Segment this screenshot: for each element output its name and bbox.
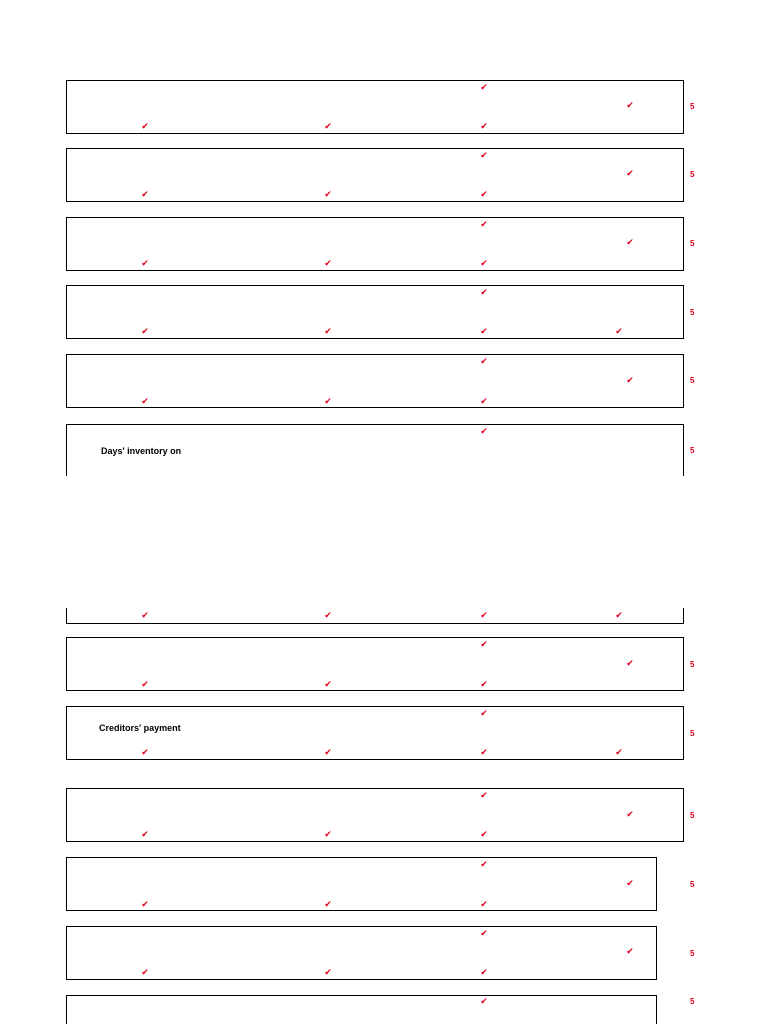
- tick-mark: ✔: [480, 326, 488, 336]
- tick-mark: ✔: [141, 967, 149, 977]
- tick-mark: ✔: [480, 996, 488, 1006]
- tick-mark: ✔: [480, 219, 488, 229]
- tick-mark: ✔: [480, 708, 488, 718]
- tick-mark: ✔: [324, 326, 332, 336]
- tick-mark: ✔: [480, 610, 488, 620]
- tick-mark: ✔: [615, 747, 623, 757]
- answer-box-5: [66, 354, 684, 408]
- tick-mark: ✔: [626, 946, 634, 956]
- tick-mark: ✔: [141, 258, 149, 268]
- answer-box-10: [66, 788, 684, 842]
- score-mark: 5: [690, 949, 695, 958]
- answer-box-4: [66, 285, 684, 339]
- answer-box-12: [66, 926, 657, 980]
- tick-mark: ✔: [324, 829, 332, 839]
- tick-mark: ✔: [324, 610, 332, 620]
- tick-mark: ✔: [615, 610, 623, 620]
- score-mark: 5: [690, 997, 695, 1006]
- answer-box-1: [66, 80, 684, 134]
- score-mark: 5: [690, 239, 695, 248]
- answer-box-8: [66, 637, 684, 691]
- tick-mark: ✔: [324, 747, 332, 757]
- tick-mark: ✔: [626, 878, 634, 888]
- tick-mark: ✔: [480, 121, 488, 131]
- score-mark: 5: [690, 102, 695, 111]
- tick-mark: ✔: [480, 426, 488, 436]
- tick-mark: ✔: [480, 829, 488, 839]
- tick-mark: ✔: [626, 658, 634, 668]
- answer-box-9: [66, 706, 684, 760]
- tick-mark: ✔: [324, 396, 332, 406]
- tick-mark: ✔: [626, 100, 634, 110]
- row-label: Creditors' payment: [99, 723, 181, 733]
- tick-mark: ✔: [480, 899, 488, 909]
- tick-mark: ✔: [480, 639, 488, 649]
- score-mark: 5: [690, 170, 695, 179]
- row-label: Days' inventory on: [101, 446, 182, 456]
- tick-mark: ✔: [324, 967, 332, 977]
- tick-mark: ✔: [480, 258, 488, 268]
- tick-mark: ✔: [324, 679, 332, 689]
- tick-mark: ✔: [480, 396, 488, 406]
- tick-mark: ✔: [141, 121, 149, 131]
- score-mark: 5: [690, 811, 695, 820]
- tick-mark: ✔: [480, 679, 488, 689]
- tick-mark: ✔: [480, 928, 488, 938]
- tick-mark: ✔: [480, 189, 488, 199]
- tick-mark: ✔: [480, 859, 488, 869]
- tick-mark: ✔: [626, 375, 634, 385]
- tick-mark: ✔: [480, 150, 488, 160]
- tick-mark: ✔: [141, 610, 149, 620]
- answer-box-11: [66, 857, 657, 911]
- answer-box-2: [66, 148, 684, 202]
- tick-mark: ✔: [324, 121, 332, 131]
- tick-mark: ✔: [480, 82, 488, 92]
- tick-mark: ✔: [141, 679, 149, 689]
- score-mark: 5: [690, 660, 695, 669]
- tick-mark: ✔: [141, 747, 149, 757]
- answer-box-13: [66, 995, 657, 1024]
- tick-mark: ✔: [480, 967, 488, 977]
- tick-mark: ✔: [141, 899, 149, 909]
- answer-box-7: [66, 608, 684, 624]
- tick-mark: ✔: [141, 396, 149, 406]
- score-mark: 5: [690, 880, 695, 889]
- tick-mark: ✔: [480, 790, 488, 800]
- score-mark: 5: [690, 729, 695, 738]
- score-mark: 5: [690, 446, 695, 455]
- tick-mark: ✔: [141, 829, 149, 839]
- tick-mark: ✔: [324, 189, 332, 199]
- tick-mark: ✔: [480, 356, 488, 366]
- tick-mark: ✔: [626, 168, 634, 178]
- tick-mark: ✔: [324, 258, 332, 268]
- tick-mark: ✔: [615, 326, 623, 336]
- tick-mark: ✔: [480, 287, 488, 297]
- score-mark: 5: [690, 308, 695, 317]
- tick-mark: ✔: [141, 326, 149, 336]
- answer-box-3: [66, 217, 684, 271]
- tick-mark: ✔: [626, 809, 634, 819]
- tick-mark: ✔: [141, 189, 149, 199]
- tick-mark: ✔: [324, 899, 332, 909]
- tick-mark: ✔: [480, 747, 488, 757]
- tick-mark: ✔: [626, 237, 634, 247]
- score-mark: 5: [690, 376, 695, 385]
